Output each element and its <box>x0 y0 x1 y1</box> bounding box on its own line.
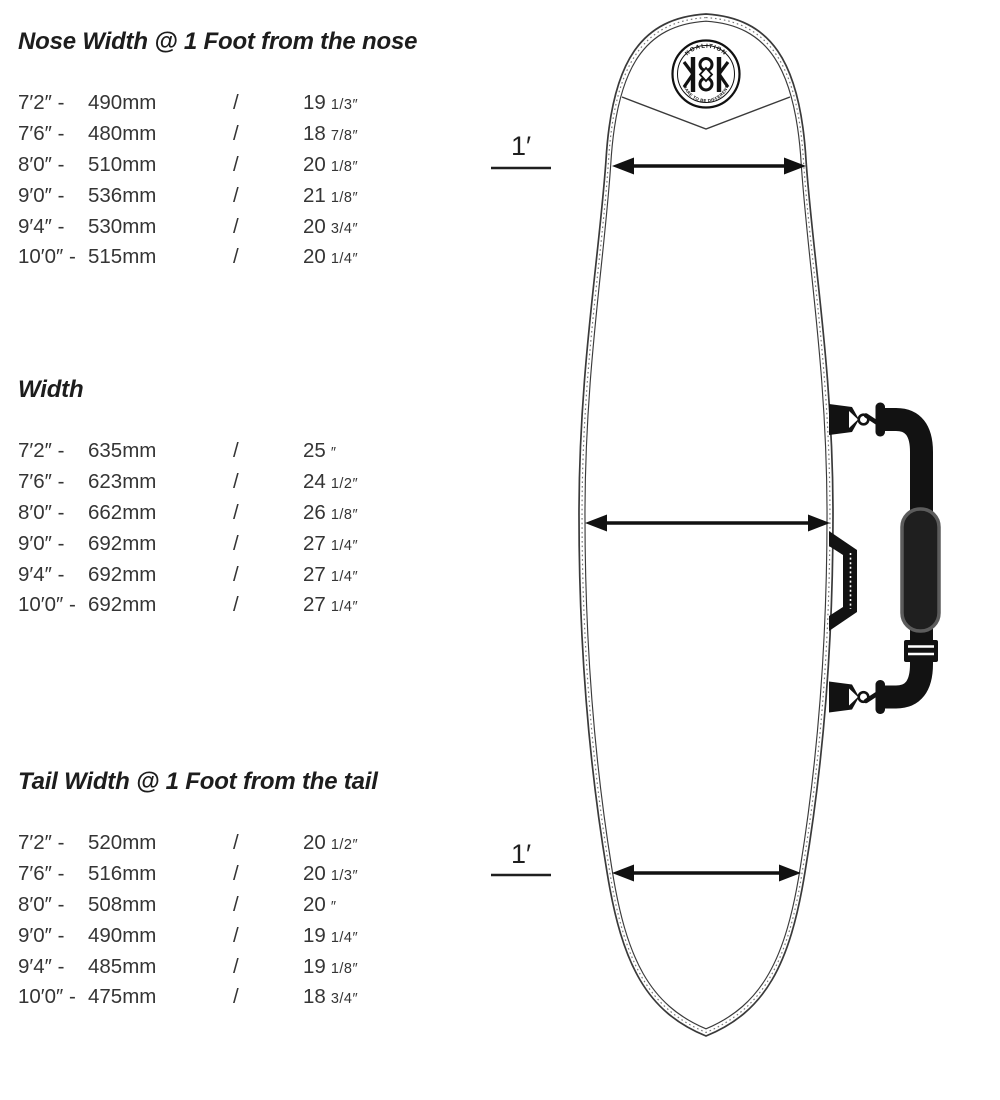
width-inch-value <box>303 182 463 213</box>
width-inch-value <box>303 89 463 120</box>
board-length-label: 9′0″ - <box>18 531 65 555</box>
width-mm-value: 475mm <box>88 985 157 1009</box>
unit-separator: / <box>233 183 239 207</box>
inch-fraction: 1/3″ <box>330 868 359 885</box>
width-mm-value: 490mm <box>88 923 157 947</box>
width-mm-value: 490mm <box>88 91 157 115</box>
board-length-label: 7′2″ - <box>18 439 65 463</box>
board-length-label: 7′2″ - <box>18 91 65 115</box>
width-inch-value <box>303 243 463 274</box>
inch-whole: 19 <box>303 91 326 115</box>
unit-separator: / <box>233 923 239 947</box>
width-mm-value: 662mm <box>88 501 157 525</box>
size-row <box>18 182 463 213</box>
unit-separator: / <box>233 531 239 555</box>
unit-separator: / <box>233 153 239 177</box>
size-row <box>18 891 463 922</box>
width-inch-value <box>303 922 463 953</box>
board-length-label: 9′4″ - <box>18 214 65 238</box>
width-mm-value: 635mm <box>88 439 157 463</box>
unit-separator: / <box>233 985 239 1009</box>
size-row <box>18 922 463 953</box>
inch-whole: 18 <box>303 985 326 1009</box>
width-mm-value: 536mm <box>88 183 157 207</box>
inch-whole: 18 <box>303 122 326 146</box>
inch-fraction: 1/8″ <box>330 960 359 977</box>
inch-whole: 19 <box>303 923 326 947</box>
unit-separator: / <box>233 91 239 115</box>
inch-whole: 20 <box>303 214 326 238</box>
unit-separator: / <box>233 439 239 463</box>
size-row <box>18 561 463 592</box>
size-row <box>18 591 463 622</box>
inch-fraction: 1/8″ <box>330 159 359 176</box>
width-inch-value <box>303 983 463 1014</box>
board-length-label: 8′0″ - <box>18 501 65 525</box>
width-mm-value: 692mm <box>88 562 157 586</box>
inch-whole: 20 <box>303 831 326 855</box>
inch-whole: 24 <box>303 470 326 494</box>
center-width-arrow <box>585 515 830 532</box>
size-row <box>18 213 463 244</box>
size-row <box>18 468 463 499</box>
inch-fraction: 1/2″ <box>330 476 359 493</box>
inch-whole: 20 <box>303 893 326 917</box>
unit-separator: / <box>233 954 239 978</box>
board-length-label: 8′0″ - <box>18 893 65 917</box>
inch-fraction: 1/4″ <box>330 537 359 554</box>
nose-width-title: Nose Width @ 1 Foot from the nose <box>18 28 418 55</box>
width-inch-value <box>303 860 463 891</box>
inch-whole: 27 <box>303 531 326 555</box>
size-row <box>18 89 463 120</box>
nose-width-arrow <box>612 158 806 175</box>
size-row <box>18 530 463 561</box>
logo-brand-text: KOALITION <box>684 43 728 58</box>
unit-separator: / <box>233 893 239 917</box>
tail-width-section <box>18 770 463 1014</box>
unit-separator: / <box>233 470 239 494</box>
inch-whole: 27 <box>303 593 326 617</box>
width-mm-value: 692mm <box>88 531 157 555</box>
size-row <box>18 953 463 984</box>
width-inch-value <box>303 530 463 561</box>
board-length-label: 9′4″ - <box>18 562 65 586</box>
inch-fraction: 7/8″ <box>330 128 359 145</box>
board-length-label: 7′6″ - <box>18 862 65 886</box>
unit-separator: / <box>233 862 239 886</box>
inch-fraction: 1/8″ <box>330 189 359 206</box>
width-section <box>18 378 463 622</box>
inch-whole: 20 <box>303 153 326 177</box>
tail-foot-label: 1′ <box>510 839 532 869</box>
inch-fraction: ″ <box>330 445 337 462</box>
width-mm-value: 530mm <box>88 214 157 238</box>
strap-clip-bottom <box>829 680 885 714</box>
strap-adjuster-buckle <box>904 640 938 662</box>
side-carry-handle <box>829 531 857 631</box>
board-length-label: 10′0″ - <box>18 593 76 617</box>
size-row <box>18 151 463 182</box>
tail-width-title: Tail Width @ 1 Foot from the tail <box>18 768 378 795</box>
size-row <box>18 437 463 468</box>
size-row <box>18 120 463 151</box>
inch-fraction: 3/4″ <box>330 991 359 1008</box>
inch-whole: 27 <box>303 562 326 586</box>
width-inch-value <box>303 120 463 151</box>
width-inch-value <box>303 499 463 530</box>
width-title: Width <box>18 376 84 403</box>
width-mm-value: 510mm <box>88 153 157 177</box>
width-mm-value: 516mm <box>88 862 157 886</box>
board-length-label: 7′6″ - <box>18 470 65 494</box>
nose-foot-marker <box>491 131 551 168</box>
nose-width-table <box>18 89 463 274</box>
inch-fraction: 3/4″ <box>330 220 359 237</box>
unit-separator: / <box>233 593 239 617</box>
width-mm-value: 515mm <box>88 245 157 269</box>
board-length-label: 9′0″ - <box>18 183 65 207</box>
inch-whole: 26 <box>303 501 326 525</box>
nose-foot-label: 1′ <box>510 131 532 161</box>
tail-width-arrow <box>612 865 801 882</box>
width-inch-value <box>303 561 463 592</box>
shoulder-pad <box>902 509 939 631</box>
inch-fraction: 1/3″ <box>330 97 359 114</box>
width-inch-value <box>303 829 463 860</box>
size-row <box>18 829 463 860</box>
width-inch-value <box>303 437 463 468</box>
tail-width-table <box>18 829 463 1014</box>
width-inch-value <box>303 591 463 622</box>
board-length-label: 9′4″ - <box>18 954 65 978</box>
width-table <box>18 437 463 622</box>
logo-tagline-text: DARE TO BE DIFFERENT <box>682 84 730 104</box>
inch-fraction: 1/8″ <box>330 507 359 524</box>
size-row <box>18 860 463 891</box>
inch-fraction: ″ <box>330 899 337 916</box>
width-inch-value <box>303 891 463 922</box>
nose-width-section <box>18 30 463 274</box>
board-length-label: 10′0″ - <box>18 985 76 1009</box>
width-mm-value: 520mm <box>88 831 157 855</box>
width-inch-value <box>303 213 463 244</box>
width-inch-value <box>303 468 463 499</box>
inch-whole: 21 <box>303 183 326 207</box>
board-length-label: 8′0″ - <box>18 153 65 177</box>
inch-fraction: 1/4″ <box>330 251 359 268</box>
width-mm-value: 623mm <box>88 470 157 494</box>
unit-separator: / <box>233 245 239 269</box>
board-length-label: 9′0″ - <box>18 923 65 947</box>
unit-separator: / <box>233 562 239 586</box>
width-mm-value: 480mm <box>88 122 157 146</box>
width-inch-value <box>303 953 463 984</box>
size-row <box>18 499 463 530</box>
size-row <box>18 243 463 274</box>
inch-fraction: 1/4″ <box>330 929 359 946</box>
unit-separator: / <box>233 501 239 525</box>
unit-separator: / <box>233 214 239 238</box>
width-mm-value: 692mm <box>88 593 157 617</box>
brand-logo <box>673 41 740 108</box>
strap-clip-top <box>829 403 885 437</box>
width-inch-value <box>303 151 463 182</box>
size-row <box>18 983 463 1014</box>
width-mm-value: 508mm <box>88 893 157 917</box>
inch-whole: 25 <box>303 439 326 463</box>
inch-whole: 19 <box>303 954 326 978</box>
unit-separator: / <box>233 122 239 146</box>
inch-fraction: 1/4″ <box>330 568 359 585</box>
board-length-label: 10′0″ - <box>18 245 76 269</box>
board-length-label: 7′2″ - <box>18 831 65 855</box>
width-mm-value: 485mm <box>88 954 157 978</box>
inch-fraction: 1/2″ <box>330 837 359 854</box>
inch-fraction: 1/4″ <box>330 599 359 616</box>
inch-whole: 20 <box>303 862 326 886</box>
tail-foot-marker <box>491 839 551 875</box>
unit-separator: / <box>233 831 239 855</box>
inch-whole: 20 <box>303 245 326 269</box>
board-length-label: 7′6″ - <box>18 122 65 146</box>
